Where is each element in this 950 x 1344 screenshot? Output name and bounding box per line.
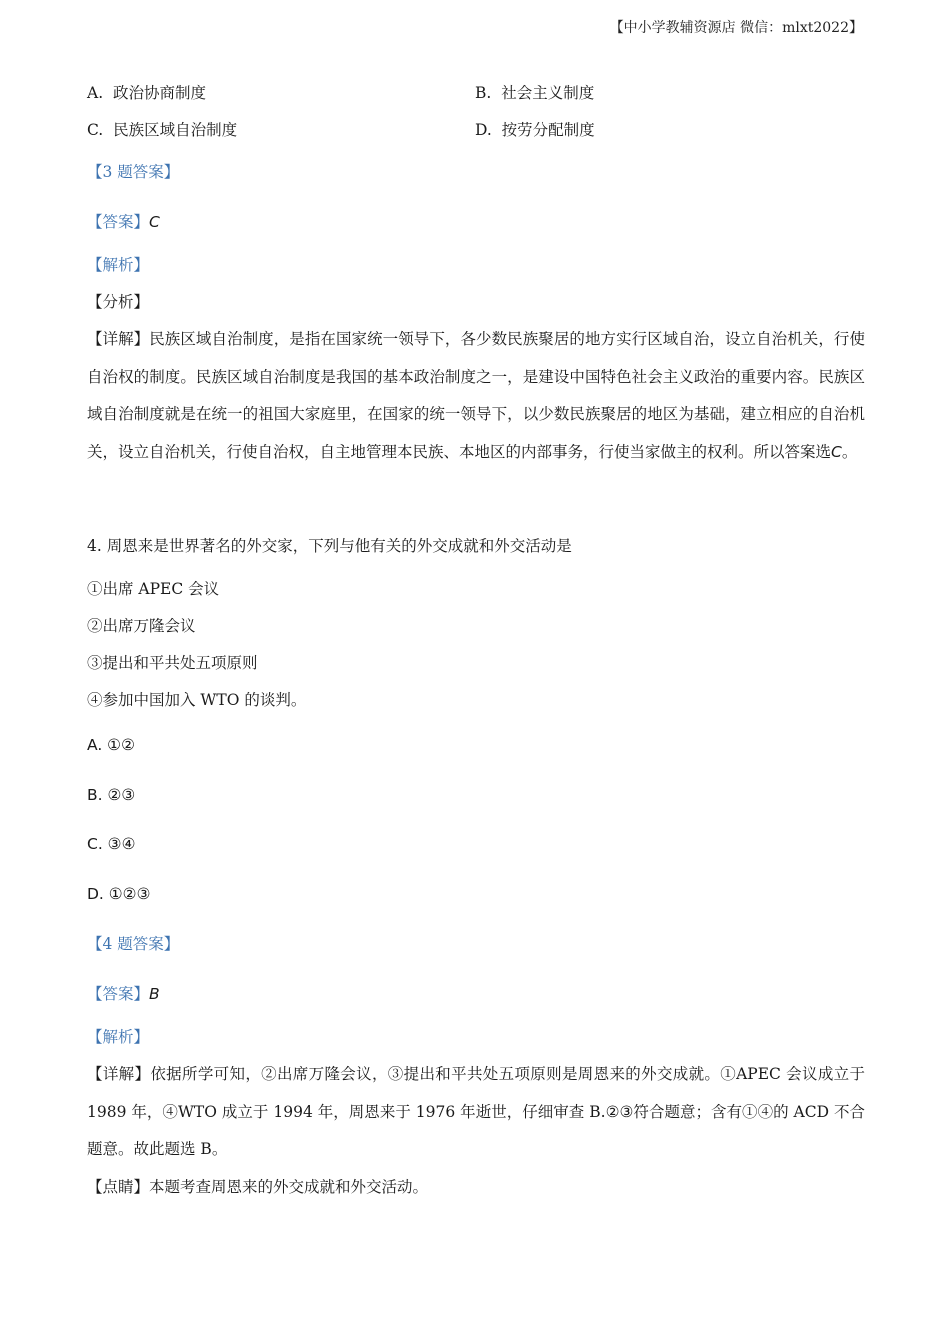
- option-label: C.: [87, 121, 104, 139]
- option-text: 按劳分配制度: [501, 121, 595, 139]
- q4-option-b: B. ②③: [87, 786, 136, 804]
- detail-text: 依据所学可知，②出席万隆会议，③提出和平共处五项原则是周恩来的外交成就。①APEC 会议成立于 1989 年，④WTO 成立于 1994 年，周恩来于 1976 年逝世，仔细审查 B.②③符合题意；含有①④的 ACD 不合题意。故此题选 B。: [87, 1065, 865, 1158]
- q4-jiexi: 【解析】: [87, 1028, 150, 1046]
- q4-dianjing: [87, 1176, 428, 1198]
- q4-detail: [87, 1056, 865, 1169]
- detail-tag: 【详解】: [87, 330, 150, 348]
- q4-answer: [87, 983, 160, 1005]
- q4-item-2: ②出席万隆会议: [87, 617, 196, 635]
- answer-value: B: [149, 985, 160, 1003]
- option-text: 政治协商制度: [112, 84, 206, 102]
- option-b: [475, 81, 594, 103]
- q3-jiexi: 【解析】: [87, 256, 150, 274]
- q4-answer-header: 【4 题答案】: [87, 935, 180, 953]
- q4-option-d: D. ①②③: [87, 885, 151, 903]
- option-label: A.: [87, 84, 104, 102]
- q4-option-c: C. ③④: [87, 835, 136, 853]
- q4-item-1: ①出席 APEC 会议: [87, 580, 220, 598]
- q4-option-a: A. ①②: [87, 736, 135, 754]
- q3-answer: [87, 211, 160, 233]
- option-text: 民族区域自治制度: [113, 121, 238, 139]
- answer-tag: 【答案】: [87, 985, 150, 1003]
- option-label: D.: [475, 121, 492, 139]
- detail-tag: 【详解】: [87, 1065, 151, 1083]
- q3-answer-header: 【3 题答案】: [87, 163, 180, 181]
- q4-item-4: ④参加中国加入 WTO 的谈判。: [87, 691, 307, 709]
- option-c: [87, 118, 237, 140]
- answer-tag: 【答案】: [87, 213, 150, 231]
- option-a: [87, 81, 206, 103]
- watermark: 【中小学教辅资源店 微信：mlxt2022】: [609, 20, 863, 36]
- q3-fenxi: 【分析】: [87, 293, 150, 311]
- detail-answer: C: [831, 442, 842, 461]
- q4-item-3: ③提出和平共处五项原则: [87, 654, 258, 672]
- answer-value: C: [149, 213, 160, 231]
- option-text: 社会主义制度: [501, 84, 595, 102]
- option-d: [475, 118, 595, 140]
- q4-stem: 4. 周恩来是世界著名的外交家，下列与他有关的外交成就和外交活动是: [87, 537, 572, 555]
- detail-text: 民族区域自治制度，是指在国家统一领导下，各少数民族聚居的地方实行区域自治，设立自治机关，行使自治权的制度。民族区域自治制度是我国的基本政治制度之一，是建设中国特色社会主义政治的重要内容。民族区域自治制度就是在统一的祖国大家庭里，在国家的统一领导下，以少数民族聚居的地区为基础，建立相应的自治机关，设立自治机关，行使自治权，自主地管理本民族、本地区的内部事务，行使当家做主的权利。所以答案选: [87, 330, 865, 461]
- q3-detail: 【详解】民族区域自治制度，是指在国家统一领导下，各少数民族聚居的地方实行区域自治，设立自治机关，行使自治权的制度。民族区域自治制度是我国的基本政治制度之一，是建设中国特色社会主义政治的重要内容。民族区域自治制度就是在统一的祖国大家庭里，在国家的统一领导下，以少数民族聚居的地区为基础，建立相应的自治机关，设立自治机关，行使自治权，自主地管理本民族、本地区的内部事务，行使当家做主的权利。所以答案选C。: [87, 330, 865, 461]
- dianjing-tag: 【点睛】: [87, 1178, 150, 1196]
- option-label: B.: [475, 84, 492, 102]
- dianjing-text: 本题考查周恩来的外交成就和外交活动。: [149, 1178, 429, 1196]
